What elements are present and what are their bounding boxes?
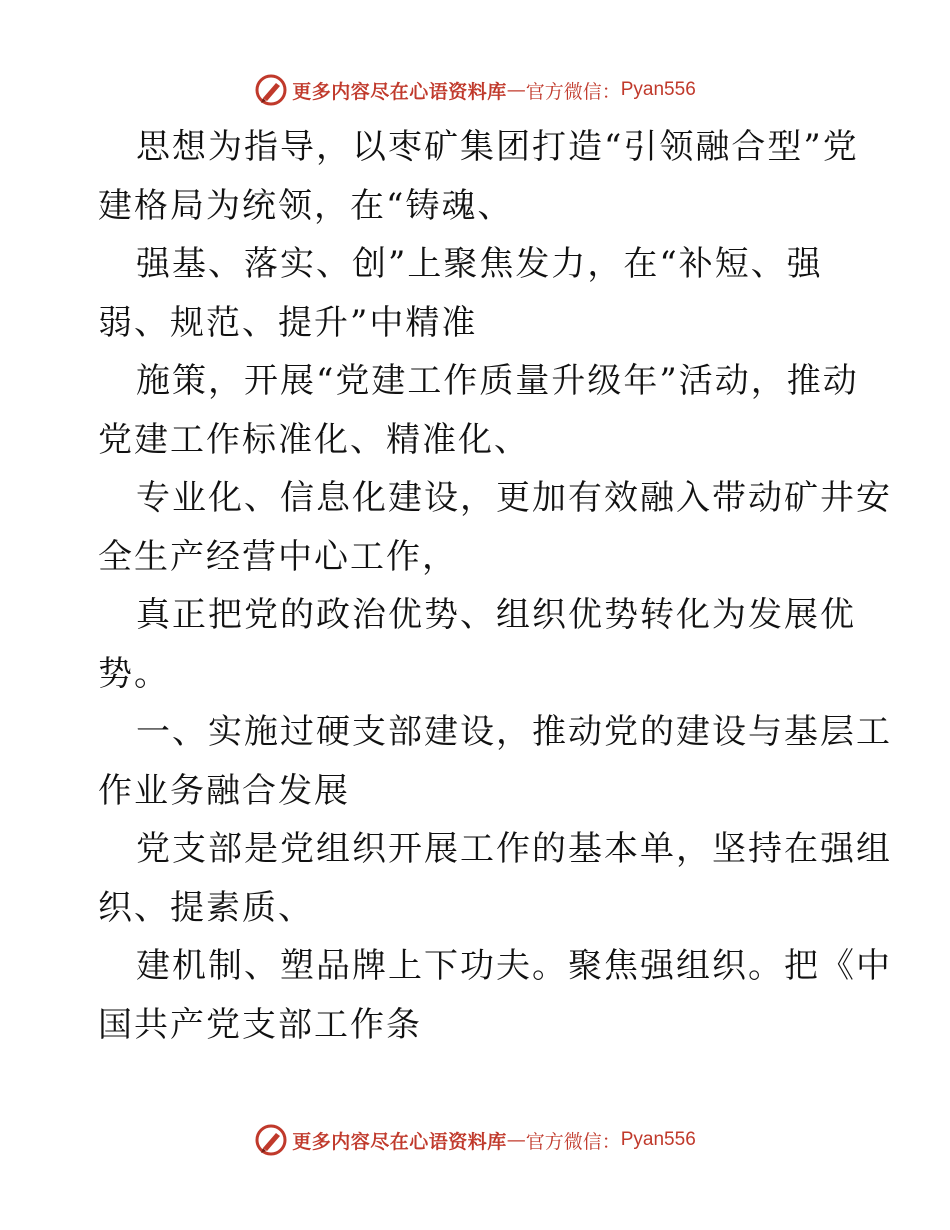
banner-wechat-id: Pyan556	[620, 79, 696, 100]
text-line: 势。	[98, 653, 170, 694]
banner-separator: —	[506, 1129, 526, 1151]
banner-wechat-label: 官方微信：	[525, 80, 621, 103]
text-line: 一、实施过硬支部建设，推动党的建设与基层工	[136, 712, 892, 752]
text-line: 弱、规范、提升”中精准	[98, 302, 478, 343]
body-text	[98, 118, 892, 1054]
banner-brand: 更多内容尽在心语资料库	[292, 80, 507, 103]
text-line: 作业务融合发展	[98, 770, 350, 811]
text-line: 思想为指导，以枣矿集团打造“引领融合型”党	[136, 127, 859, 167]
text-line: 全生产经营中心工作，	[98, 536, 458, 577]
text-line: 党建工作标准化、精准化、	[98, 419, 530, 460]
banner-separator: —	[506, 79, 526, 101]
banner-wechat-id: Pyan556	[620, 1129, 696, 1150]
text-line: 织、提素质、	[98, 887, 314, 928]
text-line: 建机制、塑品牌上下功夫。聚焦强组织。把《中	[136, 946, 892, 986]
banner-wechat-label: 官方微信：	[525, 1130, 621, 1153]
footer-watermark	[0, 1120, 950, 1160]
text-line: 真正把党的政治优势、组织优势转化为发展优	[136, 595, 856, 635]
text-line: 建格局为统领，在“铸魂、	[98, 185, 514, 226]
banner-brand: 更多内容尽在心语资料库	[292, 1130, 507, 1153]
text-line: 党支部是党组织开展工作的基本单，坚持在强组	[136, 829, 892, 869]
pen-logo-icon	[254, 1123, 288, 1157]
text-line: 施策，开展“党建工作质量升级年”活动，推动	[136, 361, 859, 401]
header-watermark	[0, 70, 950, 110]
pen-logo-icon	[254, 73, 288, 107]
text-line: 国共产党支部工作条	[98, 1004, 422, 1045]
text-line: 专业化、信息化建设，更加有效融入带动矿井安	[136, 478, 892, 518]
text-line: 强基、落实、创”上聚焦发力，在“补短、强	[136, 244, 823, 284]
